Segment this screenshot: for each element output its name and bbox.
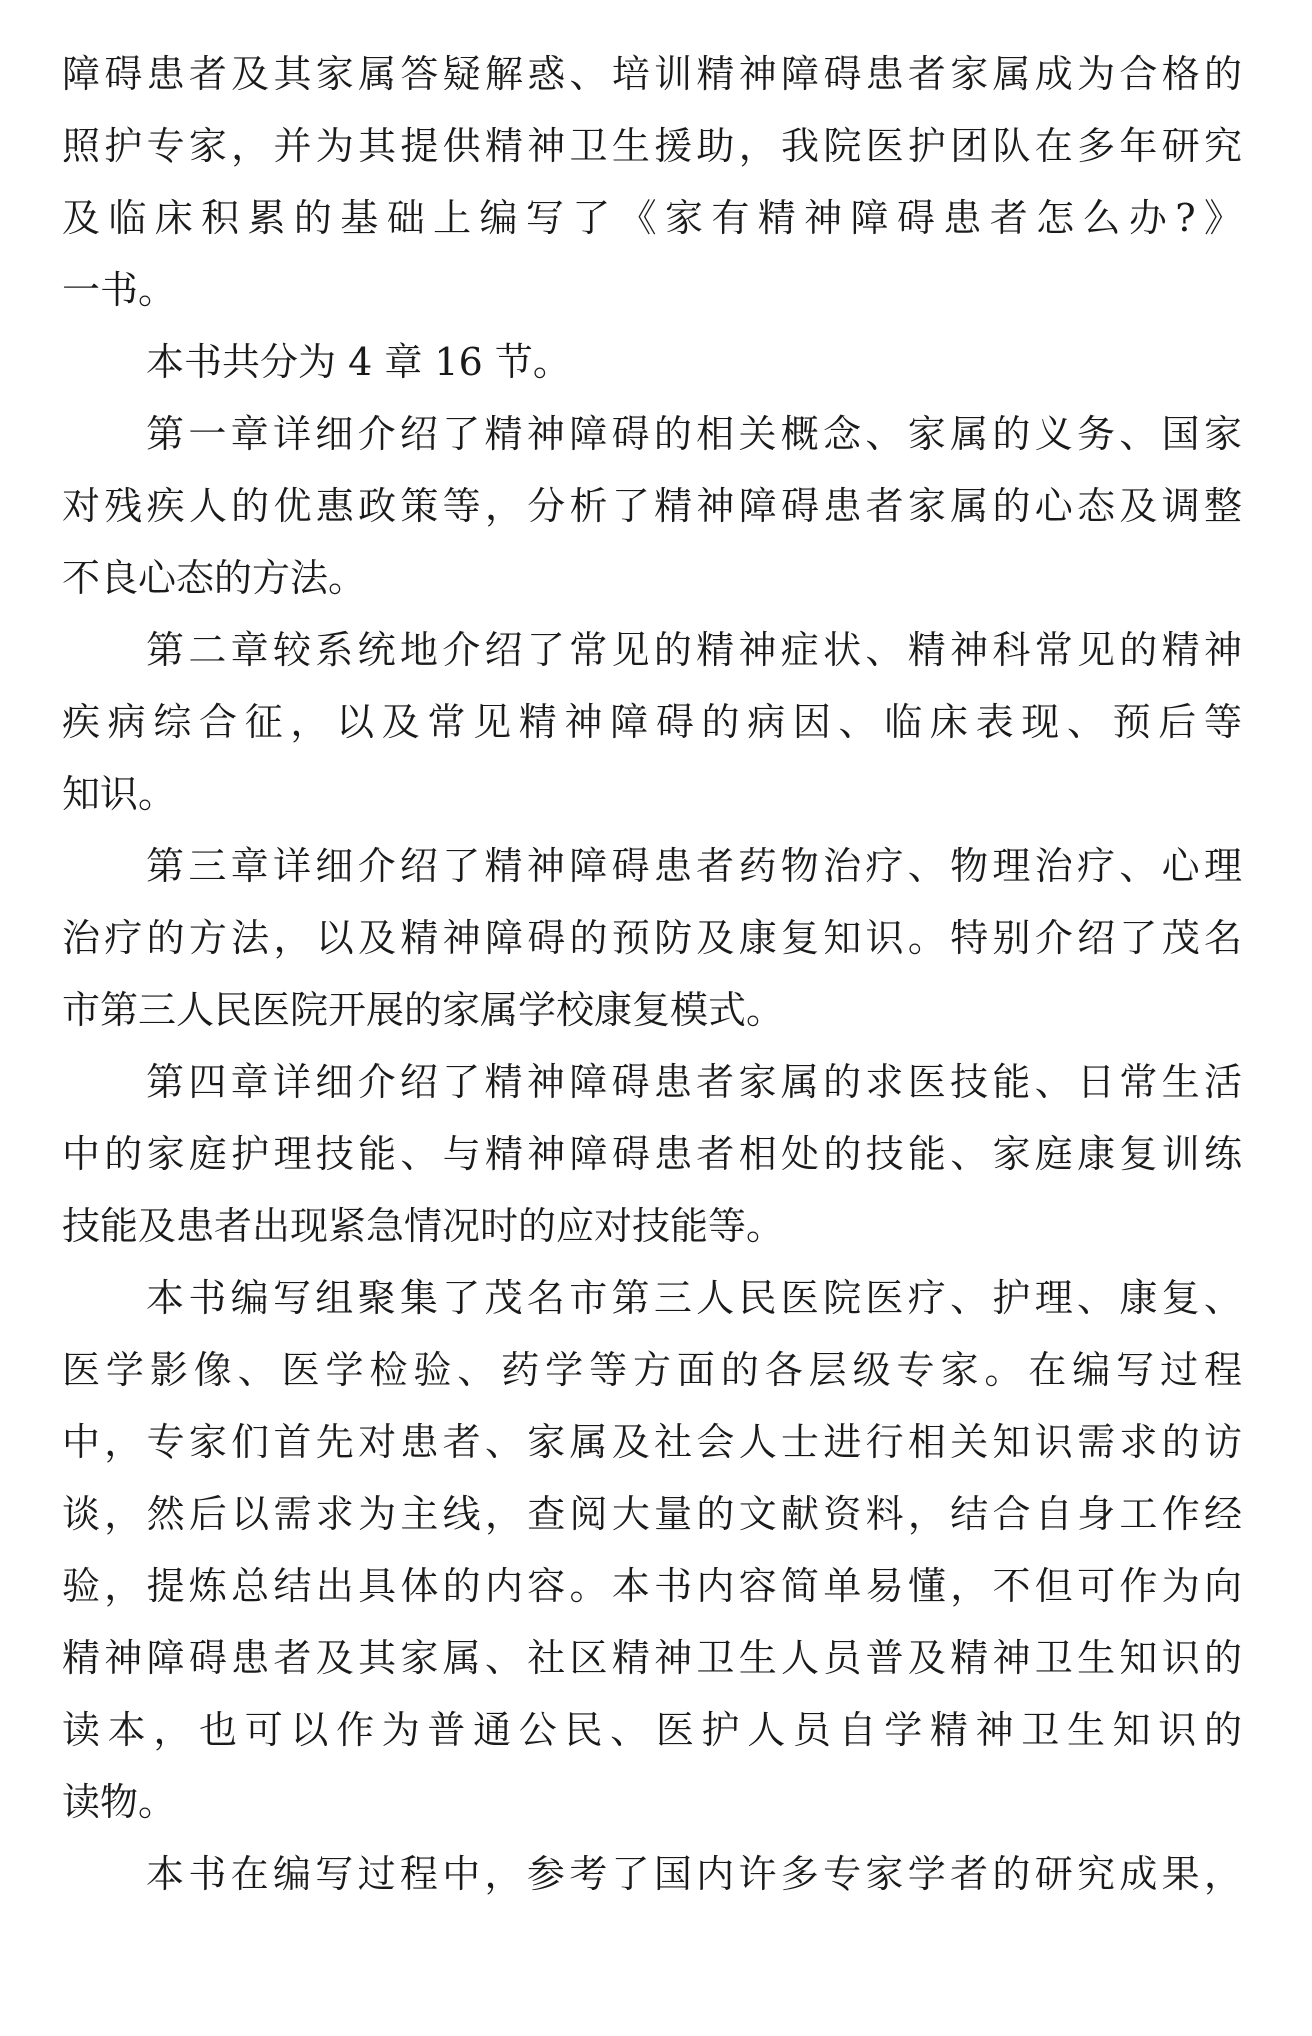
- paragraph: [62, 38, 1242, 326]
- text-line: 中，专家们首先对患者、家属及社会人士进行相关知识需求的访: [62, 1420, 1242, 1464]
- text-line: 医学影像、医学检验、药学等方面的各层级专家。在编写过程: [62, 1348, 1242, 1392]
- text-line: 技能及患者出现紧急情况时的应对技能等。: [62, 1204, 785, 1248]
- text-line: 本书在编写过程中，参考了国内许多专家学者的研究成果，: [146, 1852, 1242, 1896]
- text-line: 谈，然后以需求为主线，查阅大量的文献资料，结合自身工作经: [62, 1492, 1242, 1536]
- text-line: 精神障碍患者及其家属、社区精神卫生人员普及精神卫生知识的: [62, 1636, 1242, 1680]
- text-line: 本书编写组聚集了茂名市第三人民医院医疗、护理、康复、: [146, 1276, 1242, 1320]
- text-line: 第一章详细介绍了精神障碍的相关概念、家属的义务、国家: [146, 412, 1242, 456]
- paragraph: [62, 398, 1242, 614]
- text-line: 障碍患者及其家属答疑解惑、培训精神障碍患者家属成为合格的: [62, 52, 1242, 96]
- text-line: 知识。: [62, 772, 177, 816]
- paragraph: [62, 614, 1242, 830]
- text-line: 第四章详细介绍了精神障碍患者家属的求医技能、日常生活: [146, 1060, 1242, 1104]
- text-line: 本书共分为 4 章 16 节。: [146, 340, 571, 384]
- paragraph: [62, 1046, 1242, 1262]
- text-line: 读物。: [62, 1780, 177, 1824]
- text-line: 市第三人民医院开展的家属学校康复模式。: [62, 988, 785, 1032]
- text-line: 对残疾人的优惠政策等，分析了精神障碍患者家属的心态及调整: [62, 484, 1242, 528]
- text-line: 第二章较系统地介绍了常见的精神症状、精神科常见的精神: [146, 628, 1242, 672]
- paragraph: [62, 326, 1242, 398]
- paragraph: [62, 830, 1242, 1046]
- text-line: 中的家庭护理技能、与精神障碍患者相处的技能、家庭康复训练: [62, 1132, 1242, 1176]
- paragraph: [62, 1838, 1242, 1910]
- text-line: 一书。: [62, 268, 177, 312]
- body-text: [62, 38, 1242, 1910]
- text-line: 读本，也可以作为普通公民、医护人员自学精神卫生知识的: [62, 1708, 1242, 1752]
- paragraph: [62, 1262, 1242, 1838]
- text-line: 不良心态的方法。: [62, 556, 367, 600]
- text-line: 及临床积累的基础上编写了《家有精神障碍患者怎么办?》: [62, 196, 1242, 240]
- text-line: 照护专家，并为其提供精神卫生援助，我院医护团队在多年研究: [62, 124, 1242, 168]
- text-line: 第三章详细介绍了精神障碍患者药物治疗、物理治疗、心理: [146, 844, 1242, 888]
- text-line: 治疗的方法，以及精神障碍的预防及康复知识。特别介绍了茂名: [62, 916, 1242, 960]
- text-line: 验，提炼总结出具体的内容。本书内容简单易懂，不但可作为向: [62, 1564, 1242, 1608]
- text-line: 疾病综合征，以及常见精神障碍的病因、临床表现、预后等: [62, 700, 1242, 744]
